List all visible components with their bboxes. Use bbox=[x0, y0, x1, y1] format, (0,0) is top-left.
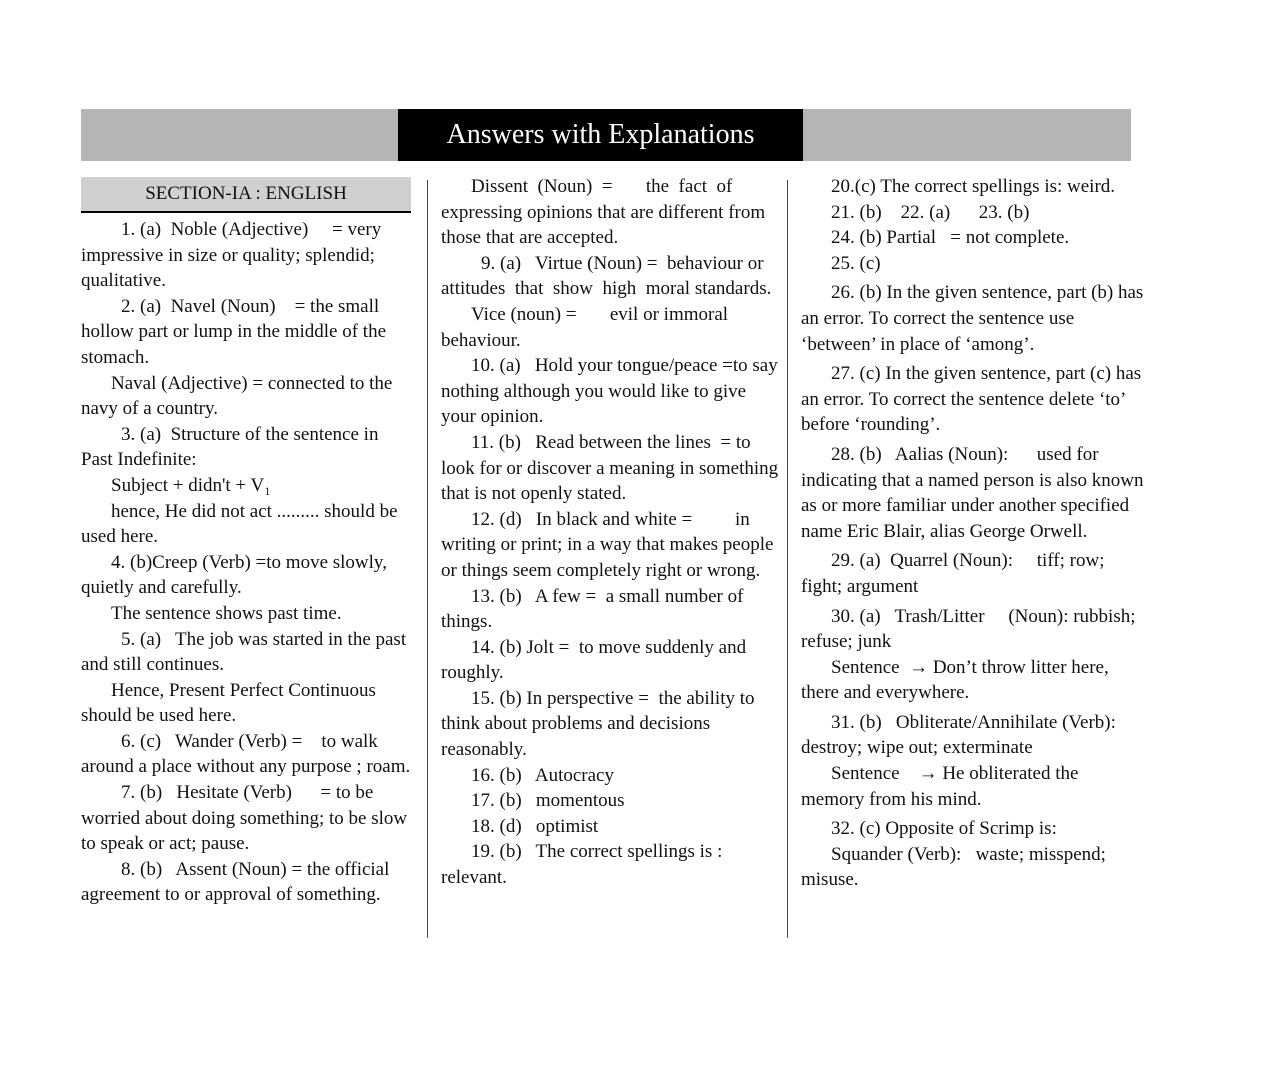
answer-paragraph: 4. (b)Creep (Verb) =to move slowly, quietly and carefully. bbox=[81, 551, 392, 599]
answer-paragraph: Naval (Adjective) = connected to the navy of a country. bbox=[81, 372, 398, 420]
answer-paragraph: 16. (b) Autocracy bbox=[471, 764, 614, 786]
answer-paragraph: 7. (b) Hesitate (Verb) = to be worried about doing something; to be slow to speak or act; pause. bbox=[81, 782, 412, 855]
answer-paragraph: 1. (a) Noble (Adjective) = very impressive in size or quality; splendid; qualitative. bbox=[81, 219, 387, 292]
answer-paragraph: 6. (c) Wander (Verb) = to walk around a place without any purpose ; roam. bbox=[81, 730, 411, 778]
answer-paragraph: 2. (a) Navel (Noun) = the small hollow part or lump in the middle of the stomach. bbox=[81, 295, 391, 368]
answer-paragraph: 25. (c) bbox=[831, 252, 881, 274]
answer-paragraph: 21. (b) 22. (a) 23. (b) bbox=[831, 201, 1030, 223]
answer-paragraph: 13. (b) A few = a small number of things. bbox=[441, 585, 749, 633]
answer-paragraph: The sentence shows past time. bbox=[111, 602, 342, 624]
answer-paragraph: 32. (c) Opposite of Scrimp is: bbox=[831, 818, 1057, 840]
answer-paragraph: hence, He did not act ......... should be used here. bbox=[81, 500, 403, 548]
answer-paragraph: 20.(c) The correct spellings is: weird. bbox=[831, 176, 1116, 197]
answer-paragraph: 31. (b) Obliterate/Annihilate (Verb): destroy; wipe out; exterminate bbox=[801, 711, 1126, 759]
answer-paragraph: 12. (d) In black and white = in writing or print; in a way that makes people or things seem completely right or wrong. bbox=[441, 508, 779, 581]
answer-paragraph: 24. (b) Partial = not complete. bbox=[831, 227, 1070, 249]
answer-paragraph: 17. (b) momentous bbox=[471, 790, 625, 812]
answer-paragraph: 30. (a) Trash/Litter (Noun): rubbish; refuse; junk bbox=[801, 605, 1141, 653]
answers-column-1 bbox=[81, 217, 413, 908]
answer-paragraph: Hence, Present Perfect Continuous should be used here. bbox=[81, 679, 381, 727]
answer-paragraph: Subject + didn't + V₁ bbox=[111, 474, 271, 496]
answer-paragraph: 29. (a) Quarrel (Noun): tiff; row; fight; argument bbox=[801, 550, 1110, 597]
answer-paragraph: Dissent (Noun) = the fact of expressing opinions that are different from those that are accepted. bbox=[441, 176, 770, 249]
answer-paragraph: 8. (b) Assent (Noun) = the official agreement to or approval of something. bbox=[81, 858, 395, 906]
answer-paragraph: 11. (b) Read between the lines = to look for or discover a meaning in something that is not openly stated. bbox=[441, 431, 783, 505]
answer-paragraph: Squander (Verb): waste; misspend; misuse. bbox=[801, 843, 1111, 891]
answer-paragraph: 26. (b) In the given sentence, part (b) has an error. To correct the sentence use ‘between’ in place of ‘among’. bbox=[801, 282, 1149, 355]
answers-column-3 bbox=[801, 174, 1149, 893]
answer-paragraph: 3. (a) Structure of the sentence in Past Indefinite: bbox=[81, 423, 384, 471]
answer-paragraph: 18. (d) optimist bbox=[471, 815, 599, 837]
answer-paragraph: 15. (b) In perspective = the ability to think about problems and decisions reasonably. bbox=[441, 687, 760, 761]
answer-paragraph: 9. (a) Virtue (Noun) = behaviour or attitudes that show high moral standards. bbox=[441, 252, 774, 300]
answer-paragraph: 14. (b) Jolt = to move suddenly and roughly. bbox=[441, 636, 751, 684]
answer-paragraph: Sentence → He obliterated the memory from his mind. bbox=[801, 763, 1084, 810]
answer-paragraph: Vice (noun) = evil or immoral behaviour. bbox=[441, 303, 733, 351]
column-divider bbox=[427, 180, 428, 938]
page-title: Answers with Explanations bbox=[398, 109, 803, 161]
answer-paragraph: 19. (b) The correct spellings is : relevant. bbox=[441, 841, 728, 889]
column-divider bbox=[787, 180, 788, 938]
section-title: SECTION-IA : ENGLISH bbox=[81, 177, 411, 213]
answer-paragraph: 28. (b) Aalias (Noun): used for indicating that a named person is also known as or more familiar under another specified name Eric Blair, alias George Orwell. bbox=[801, 443, 1149, 542]
answer-paragraph: Sentence → Don’t throw litter here, there and everywhere. bbox=[801, 656, 1114, 704]
answers-column-2 bbox=[441, 174, 781, 891]
answer-paragraph: 5. (a) The job was started in the past and still continues. bbox=[81, 628, 411, 676]
answer-paragraph: 27. (c) In the given sentence, part (c) has an error. To correct the sentence delete ‘to’ before ‘rounding’. bbox=[801, 363, 1146, 436]
answer-paragraph: 10. (a) Hold your tongue/peace =to say nothing although you would like to give your opinion. bbox=[441, 355, 783, 428]
